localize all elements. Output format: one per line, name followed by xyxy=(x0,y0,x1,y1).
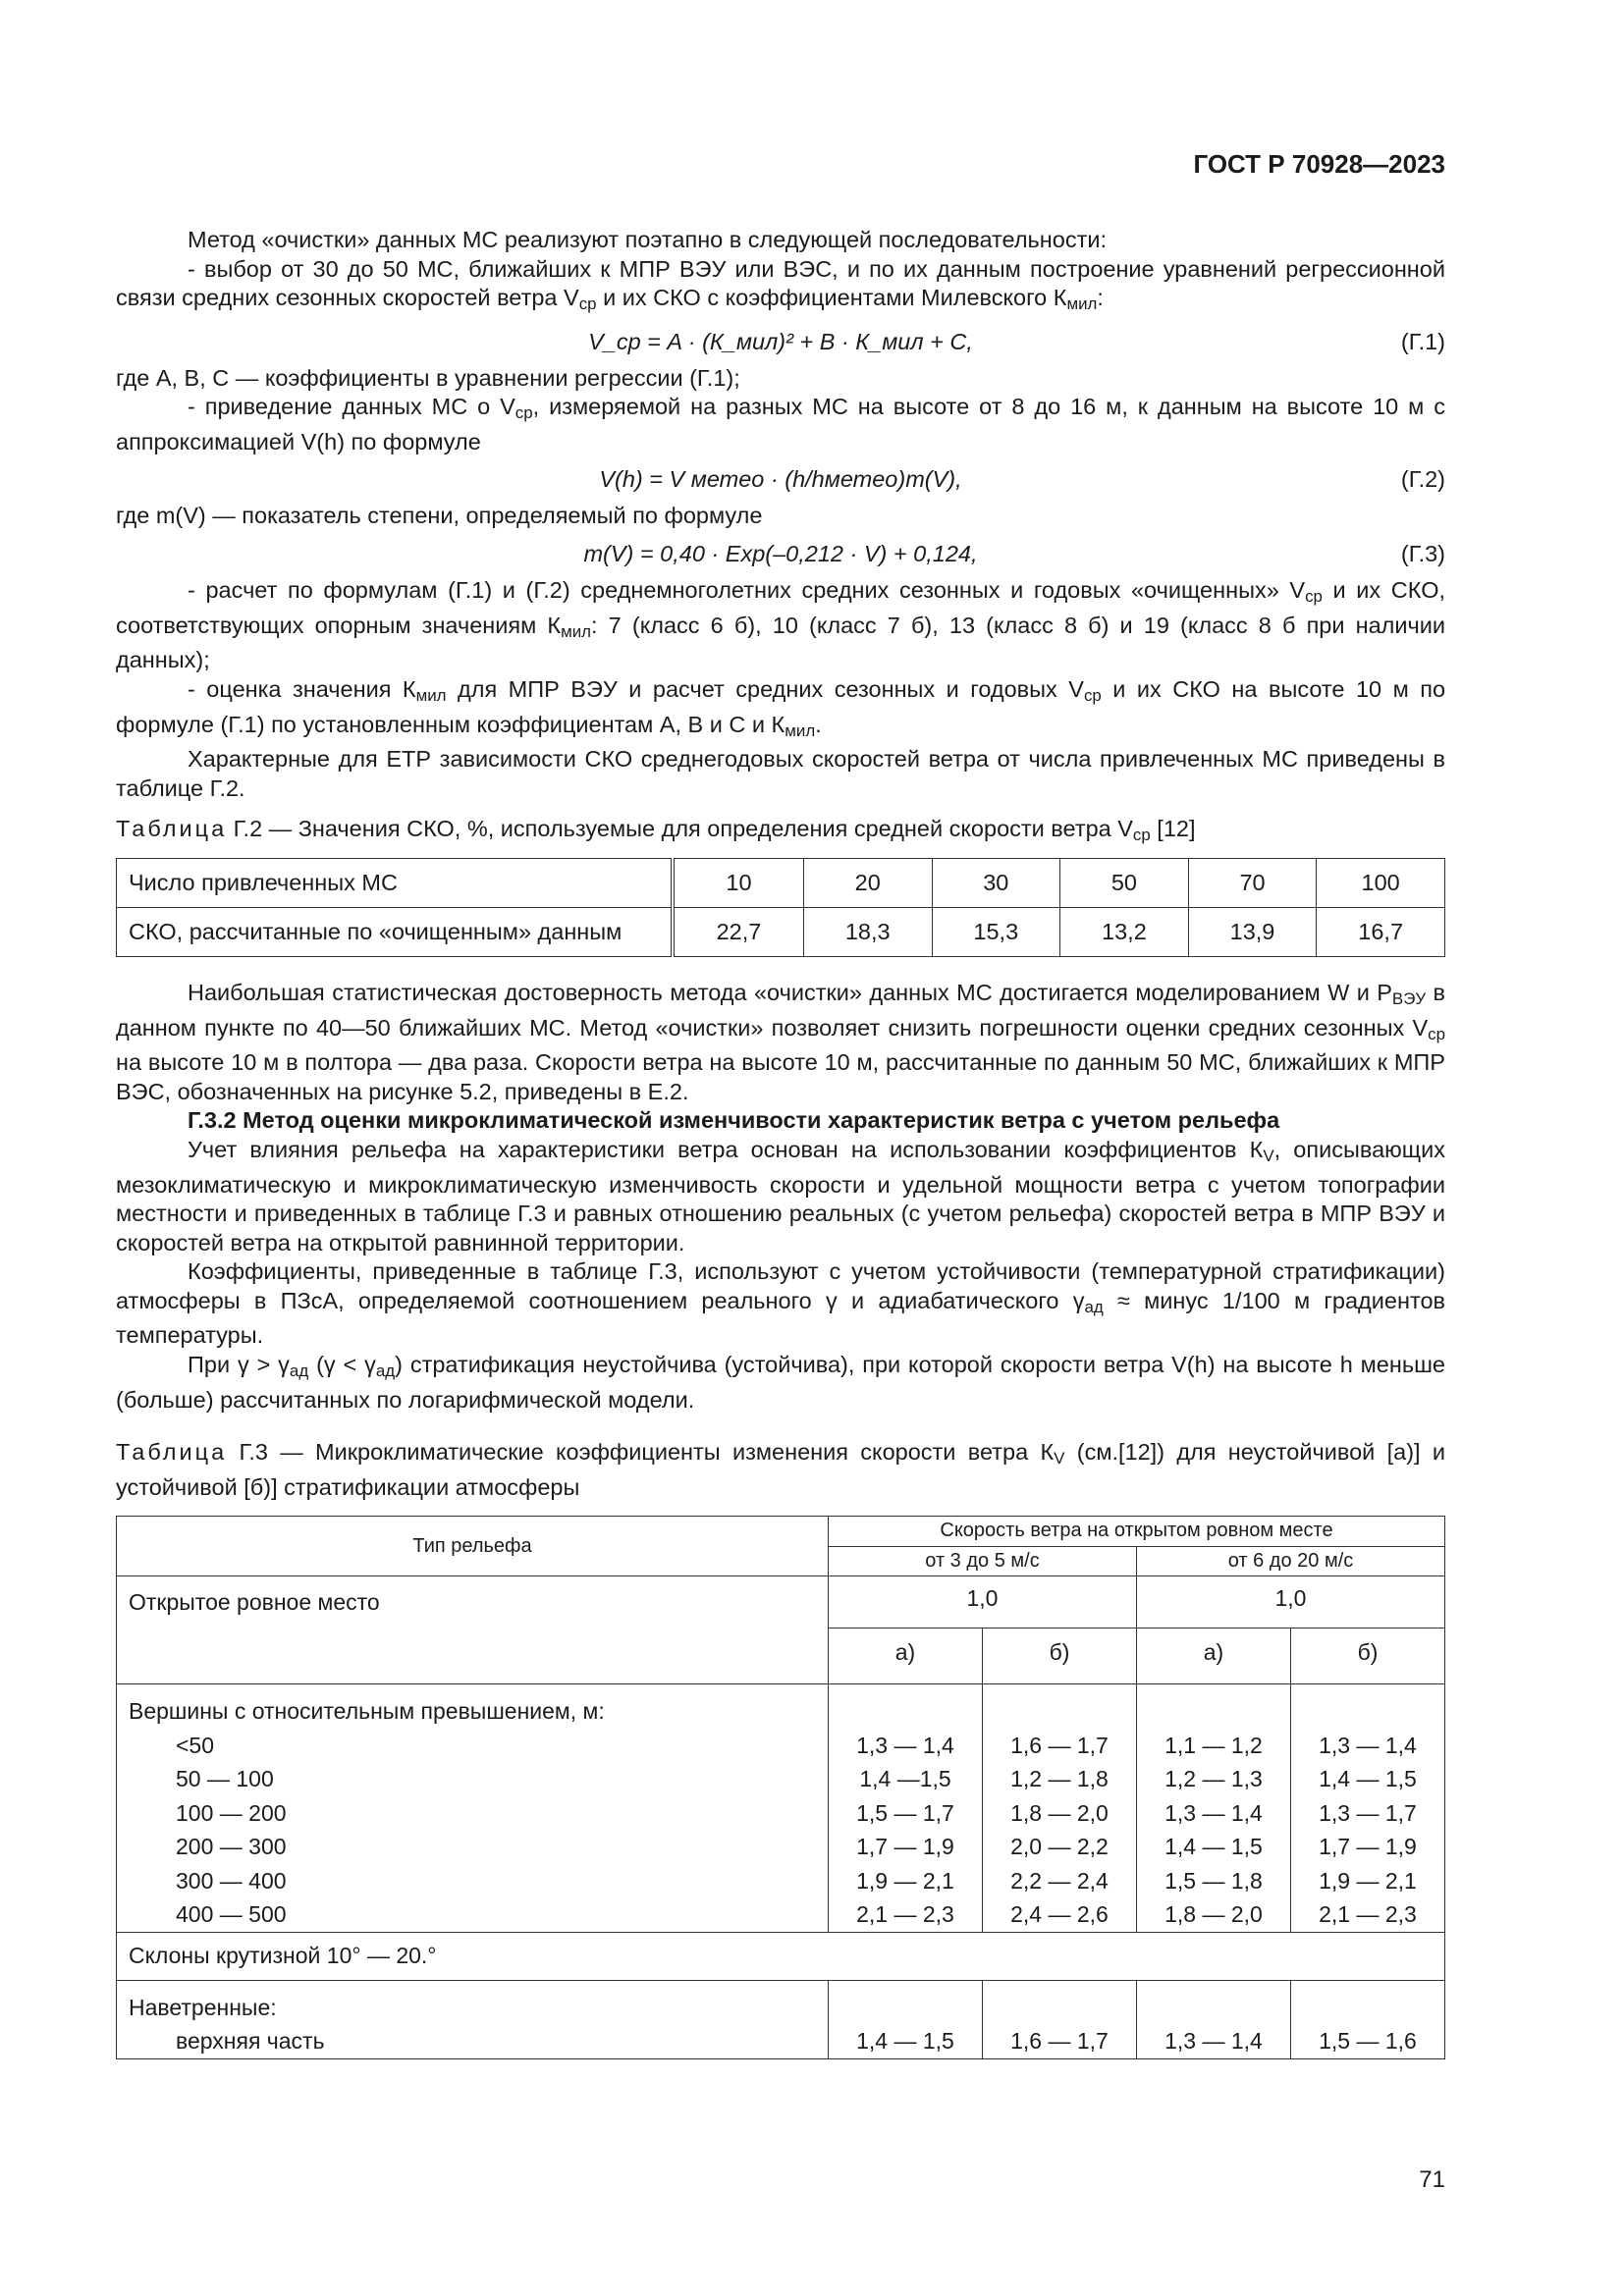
table-cell: 1,0 xyxy=(1137,1576,1445,1629)
table3-caption: Таблица Г.3 — Микроклиматические коэффициенты изменения скорости ветра $К_V$ (см.[12]) для неустойчивой [а)] и устойчивой [б)] стратификации атмосферы xyxy=(116,1439,1445,1500)
value: 2,0 — 2,2 xyxy=(1010,1834,1109,1860)
table-cell: 10 xyxy=(673,859,803,908)
value: 1,7 — 1,9 xyxy=(1319,1834,1417,1860)
header-speed: Скорость ветра на открытом ровном месте xyxy=(829,1517,1445,1547)
equation-number: (Г.2) xyxy=(1400,466,1445,493)
paragraph: При $\gamma > \gamma_{ад}$ $(\gamma < \gamma_{ад})$ стратификация неустойчива (устойчива), при которой скорости ветра V(h) на высоте h меньше (больше) рассчитанных по логарифмической модели. xyxy=(116,1351,1445,1413)
paragraph: Учет влияния рельефа на характеристики ветра основан на использовании коэффициентов $К_V$, описывающих мезоклиматическую и микроклиматическую изменчивость скорости и удельной мощности ветра с учетом топографии местности и приведенных в таблице Г.3 и равных отношению реальных (с учетом рельефа) скоростей ветра в МПР ВЭУ и скоростей ветра на открытой равнинной территории. xyxy=(116,1136,1445,1255)
paragraph: - выбор от 30 до 50 МС, ближайших к МПР ВЭУ или ВЭС, и по их данным построение уравнений регрессионной связи средних сезонных скоростей ветра $V_{ср}$ и их СКО с коэффициентами Милевского $К_{мил}$: xyxy=(116,255,1445,314)
table-cell: Число привлеченных МС xyxy=(117,859,674,908)
paragraph: где m(V) — показатель степени, определяемый по формуле xyxy=(116,503,763,529)
table-cell: 1,5 — 1,6 xyxy=(1291,1980,1445,2058)
table-cell: 30 xyxy=(932,859,1060,908)
table-row xyxy=(117,1980,1445,2058)
table-cell: б) xyxy=(1291,1629,1445,1684)
table-row xyxy=(117,1684,1445,1933)
table-cell: 18,3 xyxy=(803,908,932,957)
formula: V(h) = V метео · (h/hметео)m(V), xyxy=(599,466,962,493)
value: 1,3 — 1,4 xyxy=(1319,1732,1417,1758)
value: 1,4 — 1,5 xyxy=(1164,1834,1263,1860)
value: 1,4 — 1,5 xyxy=(1319,1766,1417,1792)
table-row xyxy=(117,859,1445,908)
peak-range: 50 — 100 xyxy=(176,1766,274,1792)
page-number: 71 xyxy=(1419,2166,1445,2193)
section-heading: Г.3.2 Метод оценки микроклиматической изменчивости характеристик ветра с учетом рельефа xyxy=(188,1107,1280,1134)
value: 1,3 — 1,4 xyxy=(1164,1799,1263,1826)
value: 1,5 — 1,8 xyxy=(1164,1867,1263,1894)
value: 1,1 — 1,2 xyxy=(1164,1732,1263,1758)
document-header: ГОСТ Р 70928—2023 xyxy=(1193,149,1445,179)
paragraph: где A, B, C — коэффициенты в уравнении регрессии (Г.1); xyxy=(116,364,740,391)
paragraph: Коэффициенты, приведенные в таблице Г.3, используют с учетом устойчивости (температурной стратификации) атмосферы в ПЗсА, определяемой соотношением реального γ и адиабатического $\gamma_{ад}$ ≈ минус 1/100 м градиентов температуры. xyxy=(116,1258,1446,1349)
page-content xyxy=(116,226,1445,2059)
table-cell: 13,2 xyxy=(1060,908,1189,957)
value: 1,2 — 1,3 xyxy=(1164,1766,1263,1792)
table-row xyxy=(117,1932,1445,1980)
table-row xyxy=(117,1576,1445,1629)
table-cell: СКО, рассчитанные по «очищенным» данным xyxy=(117,908,674,957)
windward-label: Наветренные: xyxy=(129,1994,277,2020)
paragraph: Метод «очистки» данных МС реализуют поэтапно в следующей последовательности: xyxy=(188,227,1108,252)
windward-upper: верхняя часть xyxy=(176,2028,325,2055)
table-cell: Склоны крутизной 10° — 20.° xyxy=(117,1932,1445,1980)
value: 1,6 — 1,7 xyxy=(1010,1732,1109,1758)
table-cell: б) xyxy=(983,1629,1137,1684)
value: 2,1 — 2,3 xyxy=(856,1901,954,1928)
paragraph: Наибольшая статистическая достоверность метода «очистки» данных МС достигается моделированием W и $P_{ВЭУ}$ в данном пункте по 40—50 ближайших МС. Метод «очистки» позволяет снизить погрешности оценки средних сезонных $V_{ср}$ на высоте 10 м в полтора — два раза. Скорости ветра на высоте 10 м, рассчитанные по данным 50 МС, ближайших к МПР ВЭС, обозначенных на рисунке 5.2, приведены в Е.2. xyxy=(116,980,1445,1104)
equation-number: (Г.1) xyxy=(1400,328,1445,354)
table-cell: 1,0 xyxy=(829,1576,1137,1629)
table-cell: 1,3 — 1,4 xyxy=(1137,1980,1291,2058)
table-cell: 1,4 — 1,5 xyxy=(829,1980,983,2058)
value: 1,9 — 2,1 xyxy=(856,1867,954,1894)
peak-range: 400 — 500 xyxy=(176,1901,287,1928)
table-cell: 16,7 xyxy=(1317,908,1445,957)
table-cell xyxy=(117,1684,829,1933)
value: 1,3 — 1,4 xyxy=(856,1732,954,1758)
paragraph: - приведение данных МС о $V_{ср}$, измеряемой на разных МС на высоте от 8 до 16 м, к данным на высоте 10 м с аппроксимацией V(h) по формуле xyxy=(116,394,1445,454)
table-cell: 50 xyxy=(1060,859,1189,908)
table-cell: 1,6 — 1,7 xyxy=(983,1980,1137,2058)
table-g3 xyxy=(116,1516,1445,2059)
value: 2,2 — 2,4 xyxy=(1010,1867,1109,1894)
table-cell xyxy=(1291,1684,1445,1933)
peak-range: 200 — 300 xyxy=(176,1834,287,1860)
table-cell: 20 xyxy=(803,859,932,908)
table-cell xyxy=(983,1684,1137,1933)
table2-caption: Таблица Г.2 — Значения СКО, %, используемые для определения средней скорости ветра $V_{ср}$ [12] xyxy=(116,816,1196,845)
peaks-label: Вершины с относительным превышением, м: xyxy=(129,1698,605,1725)
value: 1,4 —1,5 xyxy=(859,1766,951,1792)
header-relief: Тип рельефа xyxy=(117,1517,829,1576)
equation-g1 xyxy=(116,319,1445,364)
table-cell xyxy=(829,1684,983,1933)
value: 1,5 — 1,7 xyxy=(856,1799,954,1826)
table-header-row xyxy=(117,1517,1445,1547)
value: 1,2 — 1,8 xyxy=(1010,1766,1109,1792)
table-cell: а) xyxy=(1137,1629,1291,1684)
formula: m(V) = 0,40 · Exp(–0,212 · V) + 0,124, xyxy=(583,540,978,566)
value: 1,3 — 1,7 xyxy=(1319,1799,1417,1826)
table-cell: 13,9 xyxy=(1188,908,1317,957)
table-cell: 100 xyxy=(1317,859,1445,908)
table-g2 xyxy=(116,858,1445,957)
table-cell xyxy=(1137,1684,1291,1933)
table-cell: а) xyxy=(829,1629,983,1684)
equation-g2 xyxy=(116,456,1445,502)
value: 2,1 — 2,3 xyxy=(1319,1901,1417,1928)
equation-number: (Г.3) xyxy=(1400,540,1445,566)
paragraph: Характерные для ЕТР зависимости СКО среднегодовых скоростей ветра от числа привлеченных МС приведены в таблице Г.2. xyxy=(116,746,1445,801)
value: 1,8 — 2,0 xyxy=(1010,1799,1109,1826)
value: 1,8 — 2,0 xyxy=(1164,1901,1263,1928)
equation-g3 xyxy=(116,531,1445,576)
paragraph: - оценка значения $К_{мил}$ для МПР ВЭУ и расчет средних сезонных и годовых $V_{ср}$ и их СКО на высоте 10 м по формуле (Г.1) по установленным коэффициентам A, B и C и $К_{мил}$. xyxy=(116,675,1446,740)
peak-range: 300 — 400 xyxy=(176,1867,287,1894)
header-6-20: от 6 до 20 м/с xyxy=(1137,1546,1445,1576)
table-cell xyxy=(117,1980,829,2058)
peak-range: 100 — 200 xyxy=(176,1799,287,1826)
table-cell: 15,3 xyxy=(932,908,1060,957)
value: 1,9 — 2,1 xyxy=(1319,1867,1417,1894)
table-cell: 70 xyxy=(1188,859,1317,908)
value: 2,4 — 2,6 xyxy=(1010,1901,1109,1928)
table-row xyxy=(117,908,1445,957)
table-cell: Открытое ровное место xyxy=(117,1576,829,1684)
paragraph: - расчет по формулам (Г.1) и (Г.2) среднемноголетних средних сезонных и годовых «очищенных» $V_{ср}$ и их СКО, соответствующих опорным значениям $К_{мил}$: 7 (класс 6 б), 10 (класс 7 б), 13 (класс 8 б) и 19 (класс 8 б при наличии данных); xyxy=(116,576,1445,673)
table-cell: 22,7 xyxy=(673,908,803,957)
formula: V_ср = A · (К_мил)² + B · К_мил + C, xyxy=(588,328,973,354)
value: 1,7 — 1,9 xyxy=(856,1834,954,1860)
peak-range: <50 xyxy=(176,1732,215,1758)
header-3-5: от 3 до 5 м/с xyxy=(829,1546,1137,1576)
